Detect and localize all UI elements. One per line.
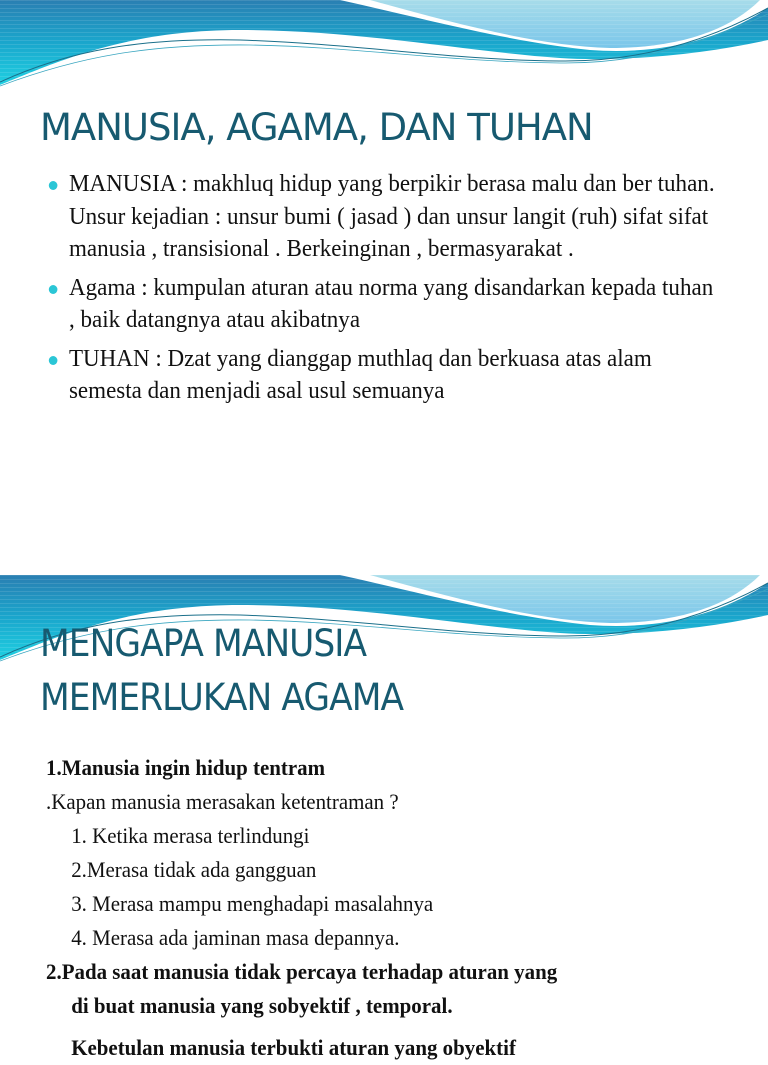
- point-2-heading: 2.Pada saat manusia tidak percaya terhadap aturan yang: [46, 959, 558, 984]
- slide-title: MANUSIA, AGAMA, DAN TUHAN: [40, 106, 593, 149]
- bullet-dot-icon: [49, 356, 58, 365]
- bullet-list: [44, 168, 744, 414]
- bullet-item-agama: [44, 272, 716, 337]
- bullet-text: TUHAN : Dzat yang dianggap muthlaq dan berkuasa atas alam semesta dan menjadi asal usul semuanya: [68, 345, 652, 404]
- slide-title-line-1: MENGAPA MANUSIA: [40, 622, 367, 665]
- slide-2: [0, 575, 768, 1060]
- point-1-heading: 1.Manusia ingin hidup tentram: [46, 755, 326, 780]
- bullet-item-manusia: [44, 168, 716, 266]
- bullet-dot-icon: [49, 181, 58, 190]
- sub-item-1: 1. Ketika merasa terlindungi: [71, 823, 310, 848]
- point-2-next-line-cut: Kebetulan manusia terbukti aturan yang obyektif: [71, 1035, 516, 1060]
- bullet-text: MANUSIA : makhluq hidup yang berpikir berasa malu dan ber tuhan. Unsur kejadian : unsur bumi ( jasad ) dan unsur langit (ruh) sifat sifat manusia , transisional . Berkeinginan , bermasyarakat .: [68, 171, 715, 262]
- bullet-text: Agama : kumpulan aturan atau norma yang disandarkan kepada tuhan , baik datangnya atau akibatnya: [68, 274, 714, 333]
- sub-item-4: 4. Merasa ada jaminan masa depannya.: [71, 925, 400, 950]
- slide-title: [40, 617, 403, 725]
- sub-item-2: 2.Merasa tidak ada gangguan: [71, 857, 317, 882]
- slide-2-content: [34, 751, 764, 1060]
- sub-item-3: 3. Merasa mampu menghadapi masalahnya: [71, 891, 434, 916]
- wave-banner-icon: [0, 0, 768, 100]
- point-2-continuation: di buat manusia yang sobyektif , temporal.: [71, 993, 453, 1018]
- bullet-dot-icon: [49, 285, 58, 294]
- slide-title-line-2: MEMERLUKAN AGAMA: [40, 676, 404, 719]
- question-line: .Kapan manusia merasakan ketentraman ?: [46, 789, 399, 814]
- bullet-item-tuhan: [44, 343, 716, 408]
